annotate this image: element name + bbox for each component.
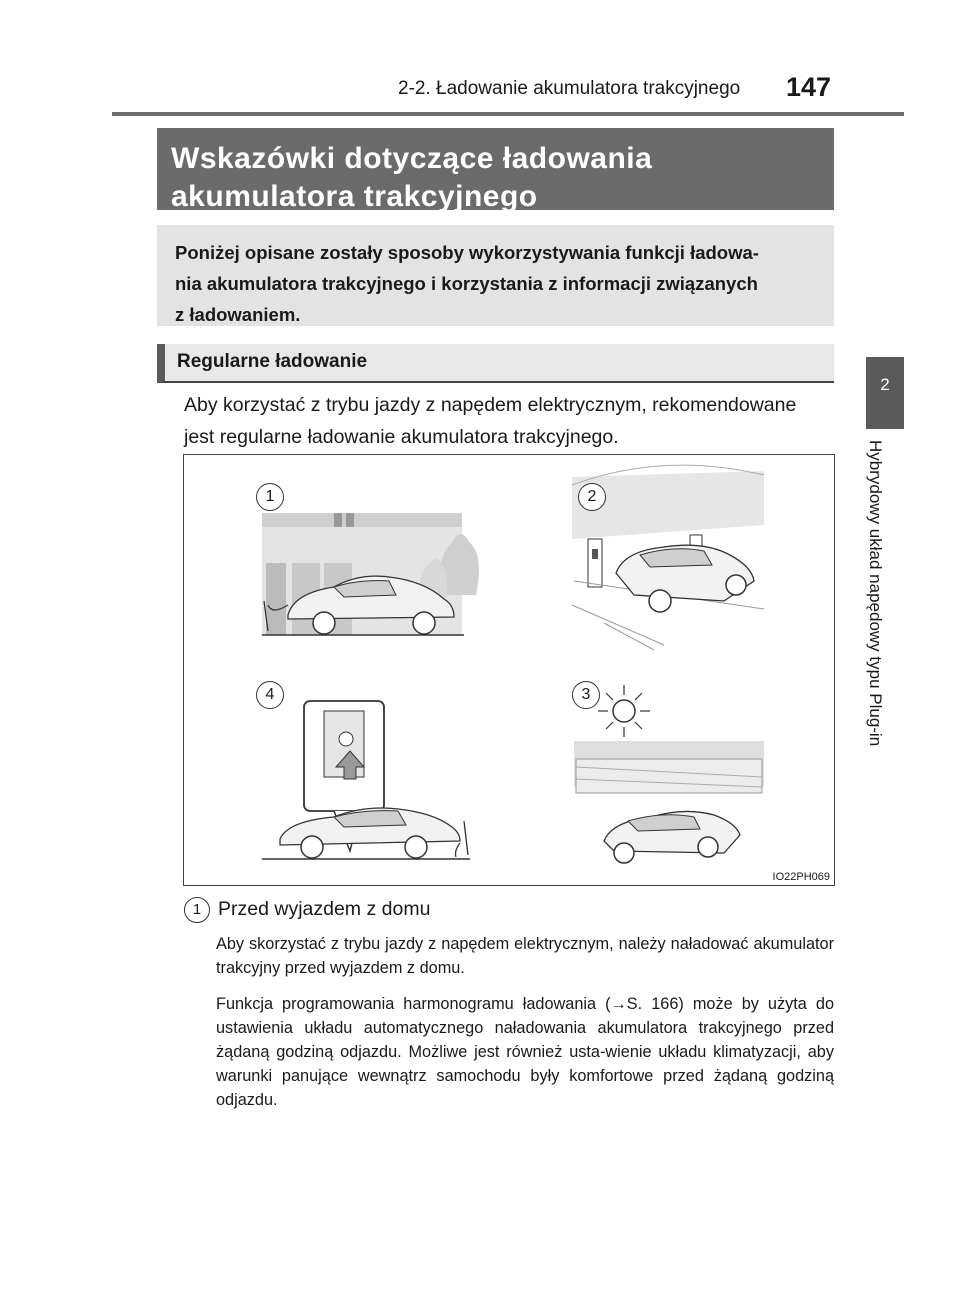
intro-line2: nia akumulatora trakcyjnego i korzystania z informacji związanych bbox=[175, 273, 758, 294]
figure-label-1: 1 bbox=[256, 483, 284, 511]
item1-paragraph-2: Funkcja programowania harmonogramu ładowania (→S. 166) może by użyta do ustawienia układu automatycznego naładowania akumulatora trakcyjnego przed żądaną godziną odjazdu. Możliwe jest również usta-wienie układu klimatyzacji, aby warunki panujące wewnątrz samochodu były komfortowe przed żądaną godziną odjazdu. bbox=[216, 995, 834, 1109]
body-line2: jest regularne ładowanie akumulatora trakcyjnego. bbox=[184, 426, 619, 448]
scene-sunny-parking bbox=[574, 685, 764, 863]
figure-code: IO22PH069 bbox=[772, 871, 830, 883]
body-line1: Aby korzystać z trybu jazdy z napędem elektrycznym, rekomendowane bbox=[184, 394, 797, 416]
list-item-1 bbox=[184, 897, 430, 923]
list-item-title: Przed wyjazdem z domu bbox=[218, 898, 431, 920]
section-title-line2: akumulatora trakcyjnego bbox=[171, 180, 538, 213]
figure-label-4: 4 bbox=[256, 681, 284, 709]
figure-label-2: 2 bbox=[578, 483, 606, 511]
section-title bbox=[157, 128, 834, 213]
intro-line3: z ładowaniem. bbox=[175, 304, 301, 325]
illustration-figure bbox=[183, 454, 835, 886]
illustration-svg bbox=[184, 455, 834, 885]
intro-box bbox=[157, 225, 834, 326]
running-header-section: 2-2. Ładowanie akumulatora trakcyjnego bbox=[398, 78, 741, 99]
page-number: 147 bbox=[786, 72, 832, 102]
header-rule bbox=[112, 112, 904, 116]
intro-line1: Poniżej opisane zostały sposoby wykorzystywania funkcji ładowa- bbox=[175, 242, 759, 263]
item1-paragraph-1: Aby skorzystać z trybu jazdy z napędem elektrycznym, należy naładować akumulator trakcyjny przed wyjazdem z domu. bbox=[216, 935, 834, 977]
list-item-number: 1 bbox=[184, 897, 210, 923]
figure-label-3: 3 bbox=[572, 681, 600, 709]
subheading: Regularne ładowanie bbox=[157, 344, 834, 383]
chapter-tab-title: Hybrydowy układ napędowy typu Plug-in bbox=[866, 440, 885, 747]
body-paragraph bbox=[184, 389, 834, 453]
chapter-tab-number: 2 bbox=[866, 357, 904, 429]
scene-home bbox=[262, 513, 479, 635]
scene-timer-charging bbox=[262, 701, 470, 859]
section-title-line1: Wskazówki dotyczące ładowania bbox=[171, 142, 653, 175]
